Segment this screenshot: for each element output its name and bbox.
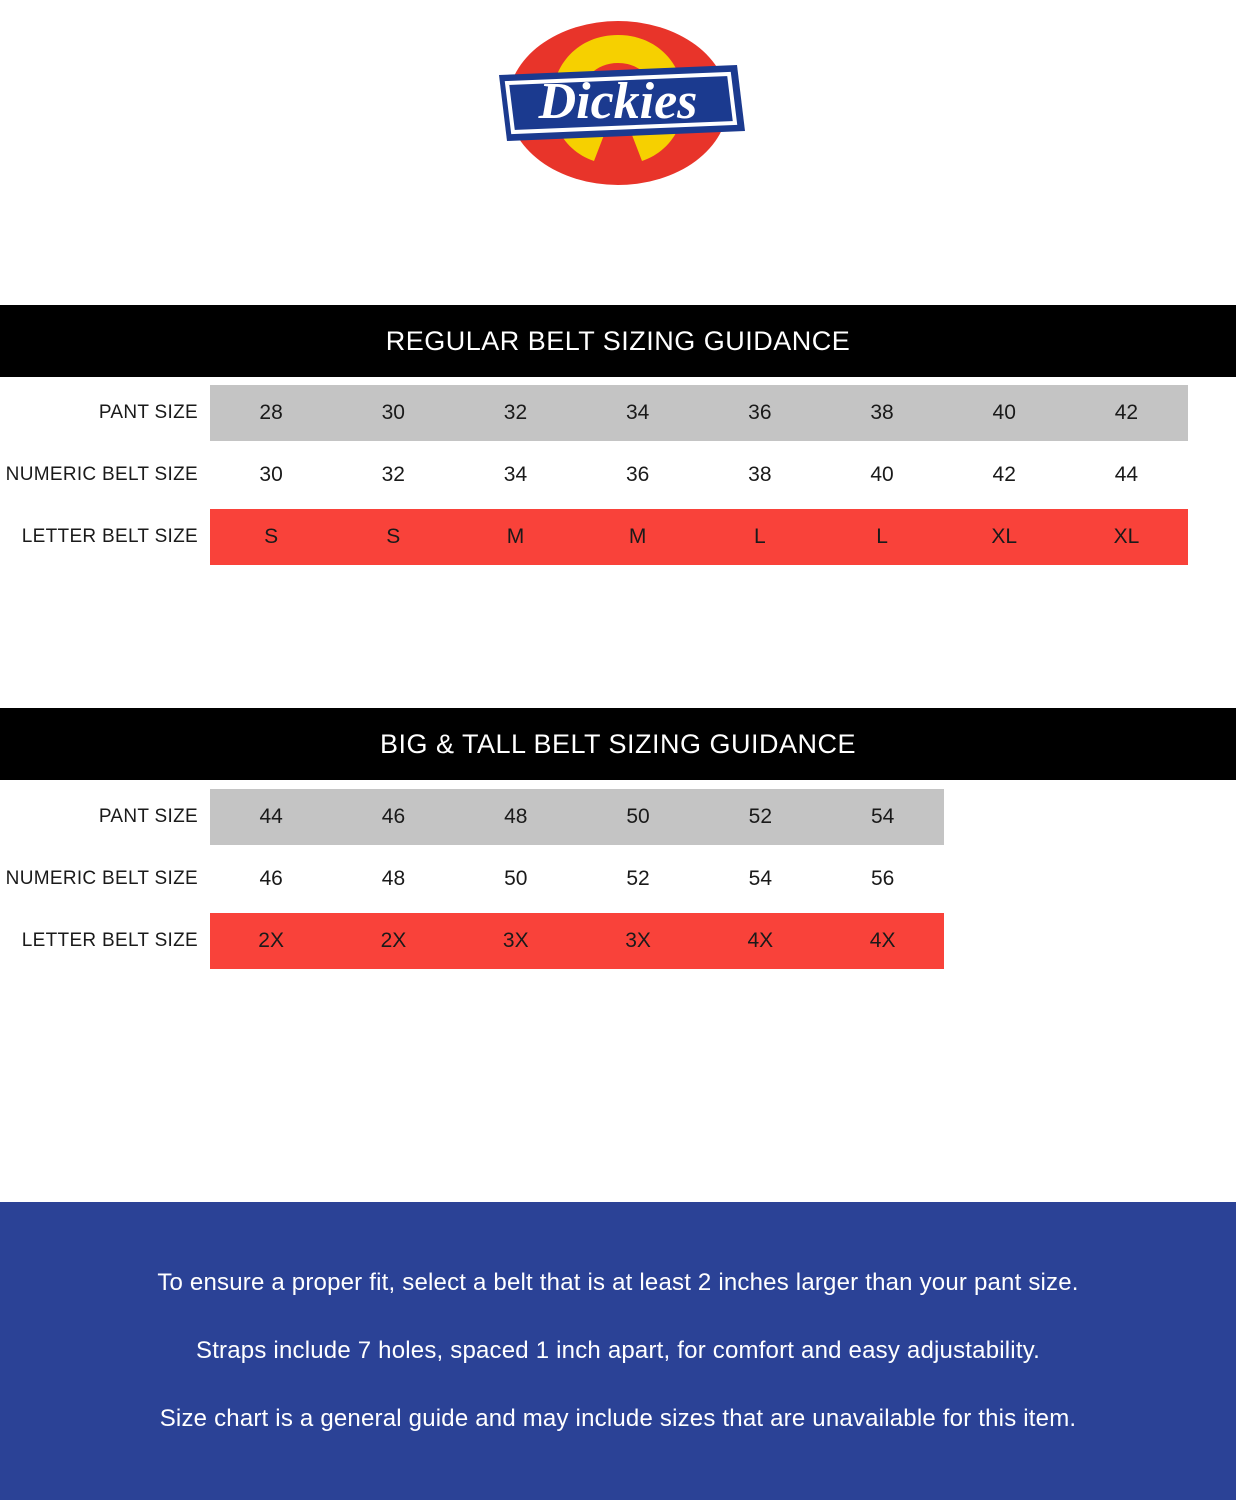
cell-value: 34 [625, 401, 650, 424]
cell-value: 46 [259, 867, 283, 890]
row-cells [210, 789, 944, 845]
regular-belt-size-table [0, 385, 1236, 565]
cell-value: 44 [1114, 463, 1139, 486]
cell-value: S [386, 525, 401, 548]
cell-value: 30 [381, 401, 405, 424]
cell-value: 2X [258, 929, 284, 952]
row-label-pant-size: PANT SIZE [98, 402, 198, 423]
cell-value: 38 [748, 463, 772, 486]
table-row [0, 385, 1236, 441]
row-cells [210, 913, 944, 969]
cell-value: XL [1113, 525, 1140, 548]
cell-value: 36 [748, 401, 772, 424]
row-cells [210, 851, 944, 907]
cell-value: 32 [381, 463, 405, 486]
cell-value: 32 [503, 401, 528, 424]
cell-value: 42 [992, 463, 1016, 486]
cell-value: L [754, 525, 766, 548]
footer-note-2: Straps include 7 holes, spaced 1 inch apart, for comfort and easy adjustability. [195, 1337, 1040, 1364]
table-row [0, 509, 1236, 565]
brand-logo [0, 8, 1236, 198]
dickies-logo-graphic [463, 13, 773, 193]
cell-value: 54 [748, 867, 773, 890]
cell-value: 2X [380, 929, 407, 952]
cell-value: S [264, 525, 279, 548]
footer-note-1: To ensure a proper fit, select a belt that is at least 2 inches larger than your pant size. [157, 1269, 1079, 1296]
cell-value: 50 [626, 805, 650, 828]
cell-value: 48 [381, 867, 406, 890]
cell-value: 40 [870, 463, 894, 486]
cell-value: 4X [747, 929, 774, 952]
row-label-numeric-belt-size: NUMERIC BELT SIZE [5, 464, 198, 485]
table-row [0, 913, 1236, 969]
cell-value: 28 [259, 401, 283, 424]
cell-value: L [876, 525, 888, 548]
section-title-big-and-tall: BIG & TALL BELT SIZING GUIDANCE [379, 728, 857, 759]
section-title-regular: REGULAR BELT SIZING GUIDANCE [385, 325, 851, 356]
cell-value: XL [991, 525, 1018, 548]
cell-value: 4X [869, 929, 896, 952]
row-cells [210, 385, 1188, 441]
row-label-letter-belt-size: LETTER BELT SIZE [21, 930, 198, 951]
cell-value: 44 [259, 805, 283, 828]
section-header-regular [0, 305, 1236, 377]
cell-value: 38 [870, 401, 894, 424]
footer-note-3: Size chart is a general guide and may include sizes that are unavailable for this item. [159, 1405, 1077, 1432]
cell-value: M [506, 525, 525, 548]
cell-value: 36 [625, 463, 650, 486]
section-header-big-and-tall [0, 708, 1236, 780]
row-label-letter-belt-size: LETTER BELT SIZE [21, 526, 198, 547]
cell-value: 52 [626, 867, 650, 890]
cell-value: 3X [625, 929, 651, 952]
cell-value: 46 [381, 805, 406, 828]
table-row [0, 789, 1236, 845]
cell-value: M [628, 525, 647, 548]
cell-value: 52 [748, 805, 773, 828]
row-cells [210, 509, 1188, 565]
cell-value: 3X [502, 929, 529, 952]
big-and-tall-belt-size-table [0, 789, 1236, 969]
table-row [0, 851, 1236, 907]
cell-value: 34 [503, 463, 528, 486]
footer-notes [0, 1202, 1236, 1500]
cell-value: 56 [870, 867, 895, 890]
row-cells [210, 447, 1188, 503]
cell-value: 40 [992, 401, 1016, 424]
table-row [0, 447, 1236, 503]
svg-text:Dickies: Dickies [538, 73, 698, 130]
cell-value: 42 [1114, 401, 1139, 424]
cell-value: 50 [504, 867, 528, 890]
cell-value: 48 [504, 805, 528, 828]
cell-value: 30 [259, 463, 283, 486]
row-label-numeric-belt-size: NUMERIC BELT SIZE [5, 868, 198, 889]
row-label-pant-size: PANT SIZE [98, 806, 198, 827]
cell-value: 54 [870, 805, 895, 828]
